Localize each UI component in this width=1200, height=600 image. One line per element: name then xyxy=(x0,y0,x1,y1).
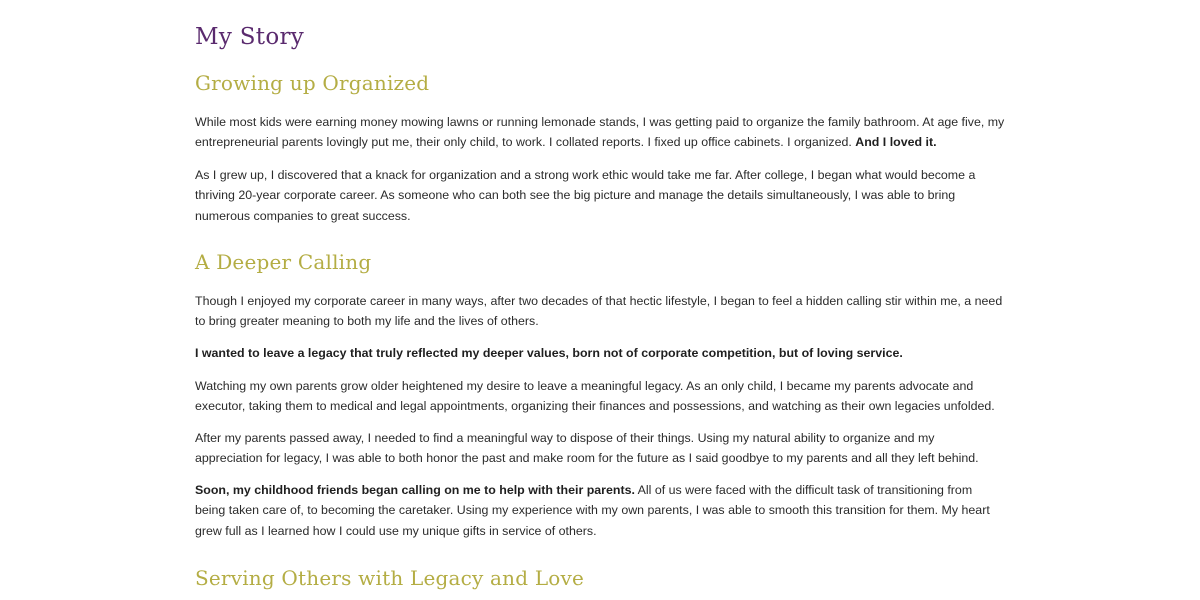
paragraph-hidden-calling: Though I enjoyed my corporate career in many ways, after two decades of that hectic lifestyle, I began to feel a hidden calling stir within me, a need to bring greater meaning to both my life and the lives of others. xyxy=(195,294,1003,329)
paragraph-bold-text: Soon, my childhood friends began calling on me to help with their parents. xyxy=(195,483,635,497)
paragraph-text: All of us were faced with the difficult task of transitioning from being taken care of, to becoming the caretaker. Using my experience with my own parents, I was able to smooth this transition for them. My heart grew full as I learned how I could use my unique gifts in service of others. xyxy=(195,483,990,538)
paragraph-legacy-statement xyxy=(195,343,1005,363)
paragraph-parents-passing: After my parents passed away, I needed to find a meaningful way to dispose of their things. Using my natural ability to organize and my appreciation for legacy, I was able to both honor the past and make room for the future as I said goodbye to my parents and all they left behind. xyxy=(195,431,979,466)
paragraph-friends xyxy=(195,480,1005,541)
page-title: My Story xyxy=(195,24,305,50)
paragraph-bold-text: I wanted to leave a legacy that truly reflected my deeper values, born not of corporate competition, but of loving service. xyxy=(195,346,903,360)
paragraph-bold-text: And I loved it. xyxy=(855,135,937,150)
paragraph-parents-aging: Watching my own parents grow older heightened my desire to leave a meaningful legacy. As an only child, I became my parents advocate and executor, taking them to medical and legal appointments, organizing their finances and possessions, and watching as their own legacies unfolded. xyxy=(195,379,995,414)
section-heading-growing-up: Growing up Organized xyxy=(195,71,430,95)
paragraph-childhood xyxy=(195,112,1005,153)
paragraph-text: While most kids were earning money mowing lawns or running lemonade stands, I was getting paid to organize the family bathroom. At age five, my entrepreneurial parents lovingly put me, their only child, to work. I collated reports. I fixed up office cabinets. I organized. xyxy=(195,115,1005,150)
section-heading-deeper-calling: A Deeper Calling xyxy=(195,250,372,274)
paragraph-career: As I grew up, I discovered that a knack for organization and a strong work ethic would take me far. After college, I began what would become a thriving 20-year corporate career. As someone who can both see the big picture and manage the details simultaneously, I was able to bring numerous companies to great success. xyxy=(195,168,976,223)
section-heading-serving-others: Serving Others with Legacy and Love xyxy=(195,566,585,590)
